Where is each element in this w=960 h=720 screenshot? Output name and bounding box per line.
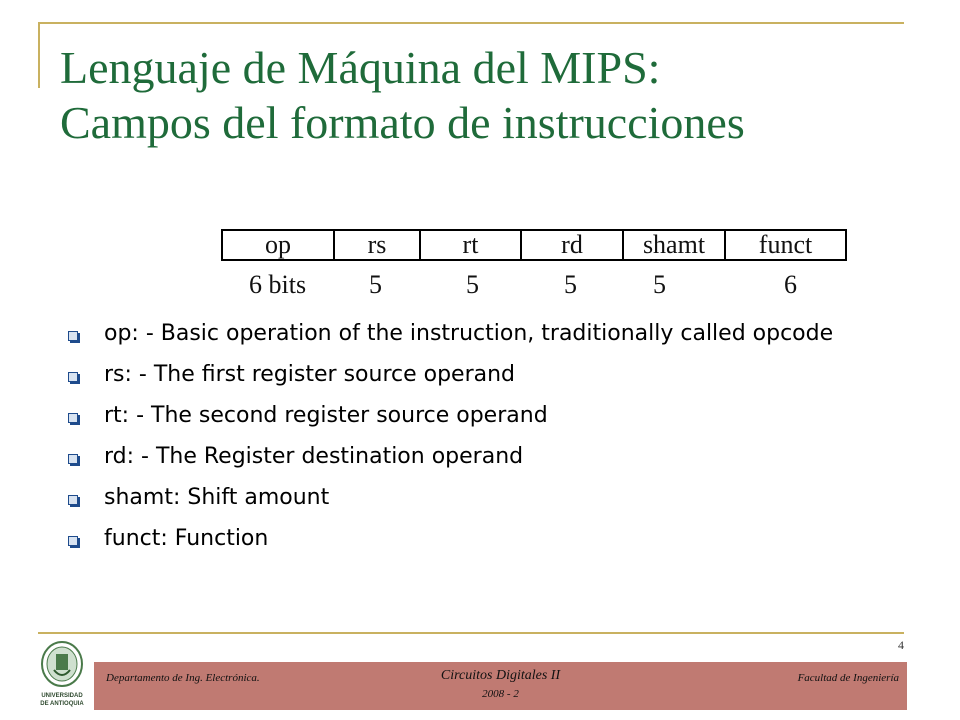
field-rt: rt (419, 231, 520, 259)
square-bullet-icon (68, 495, 78, 505)
bits-rs: 5 (369, 270, 382, 299)
bullet-text: op: - Basic operation of the instruction, traditionally called opcode (104, 321, 834, 346)
instruction-format-table (221, 229, 847, 261)
department-label: Departamento de Ing. Electrónica. (106, 672, 260, 684)
field-rd: rd (520, 231, 622, 259)
bullet-text: rd: - The Register destination operand (104, 444, 524, 469)
footer-band (94, 662, 907, 710)
bullet-shamt (66, 482, 906, 513)
square-bullet-icon (68, 331, 78, 341)
field-op: op (265, 230, 291, 259)
bits-rd: 5 (564, 270, 577, 299)
term-label: 2008 - 2 (482, 688, 519, 700)
square-bullet-icon (68, 454, 78, 464)
field-shamt: shamt (622, 231, 724, 259)
bullet-rd (66, 441, 906, 472)
field-rs: rs (333, 231, 419, 259)
university-logo-icon (32, 640, 92, 712)
field-funct: funct (724, 231, 845, 259)
left-rule (38, 22, 40, 88)
square-bullet-icon (68, 413, 78, 423)
bits-op: 6 bits (249, 270, 307, 299)
field-descriptions (66, 318, 906, 564)
bullet-funct (66, 523, 906, 554)
slide-title (60, 40, 920, 150)
bullet-text: rt: - The second register source operand (104, 403, 548, 428)
bullet-text: shamt: Shift amount (104, 485, 330, 510)
footer-rule (38, 632, 904, 634)
bullet-rt (66, 400, 906, 431)
page-number: 4 (898, 638, 904, 652)
bullet-text: funct: Function (104, 526, 269, 551)
svg-text:UNIVERSIDAD: UNIVERSIDAD (41, 693, 83, 699)
bullet-op (66, 318, 906, 349)
course-label: Circuitos Digitales II (440, 668, 561, 683)
top-rule (38, 22, 904, 24)
svg-text:DE ANTIOQUIA: DE ANTIOQUIA (40, 701, 84, 707)
title-line-2: Campos del formato de instrucciones (60, 97, 745, 148)
square-bullet-icon (68, 372, 78, 382)
bits-funct: 6 (784, 270, 797, 299)
bullet-rs (66, 359, 906, 390)
bit-widths-row (221, 270, 847, 300)
bullet-text: rs: - The first register source operand (104, 362, 516, 387)
bits-rt: 5 (466, 270, 479, 299)
square-bullet-icon (68, 536, 78, 546)
title-line-1: Lenguaje de Máquina del MIPS: (60, 42, 661, 93)
faculty-label: Facultad de Ingeniería (797, 672, 899, 684)
bits-shamt: 5 (653, 270, 666, 299)
